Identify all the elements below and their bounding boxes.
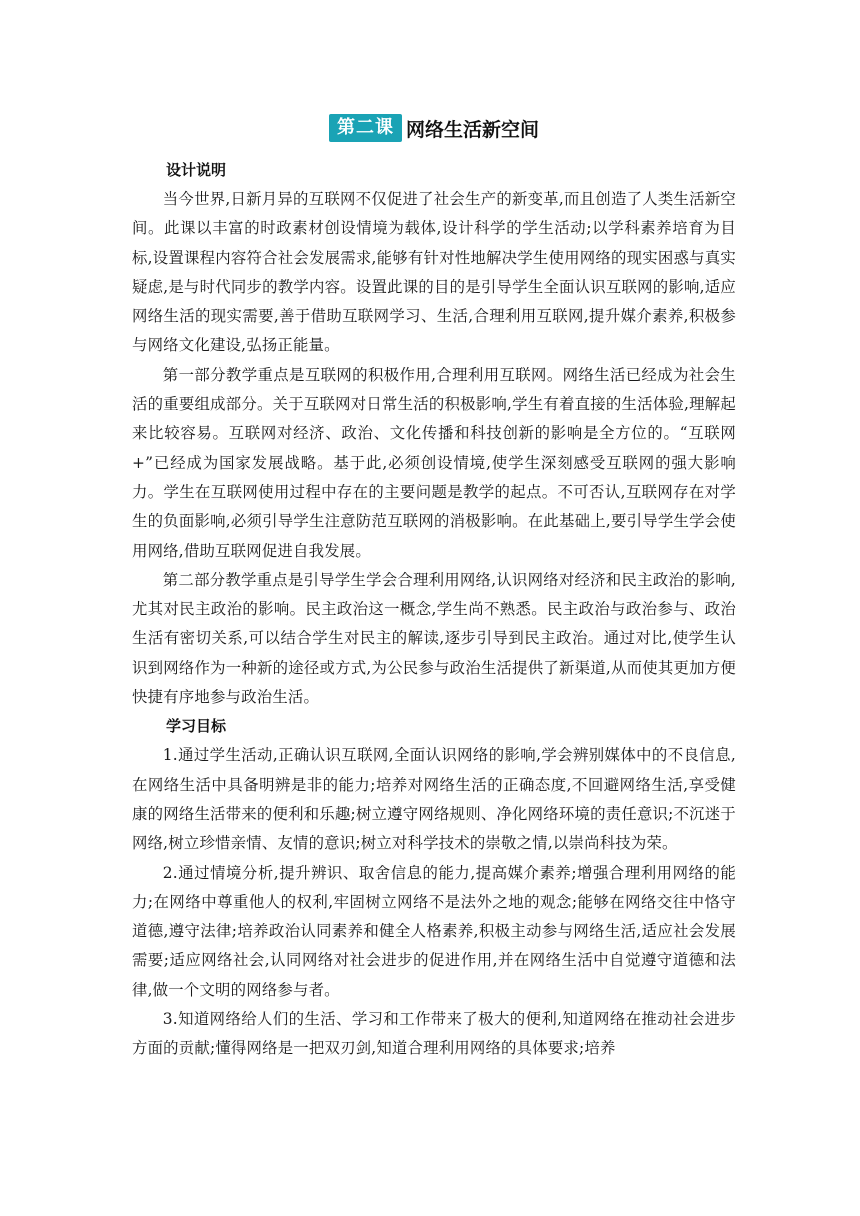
paragraph: 3.知道网络给人们的生活、学习和工作带来了极大的便利,知道网络在推动社会进步方面的贡献;懂得网络是一把双刃剑,知道合理利用网络的具体要求;培养 <box>132 1010 736 1058</box>
section-heading-design: 设计说明 <box>166 161 227 179</box>
lesson-badge: 第二课 <box>329 114 402 142</box>
lesson-title: 网络生活新空间 <box>405 118 539 141</box>
paragraph: 当今世界,日新月异的互联网不仅促进了社会生产的新变革,而且创造了人类生活新空间。此课以丰富的时政素材创设情境为载体,设计科学的学生活动;以学科素养培育为目标,设置课程内容符合社会发展需求,能够有针对性地解决学生使用网络的现实困惑与真实疑虑,是与时代同步的教学内容。设置此课的目的是引导学生全面认识互联网的影响,适应网络生活的现实需要,善于借助互联网学习、生活,合理利用互联网,提升媒介素养,积极参与网络文化建设,弘扬正能量。 <box>132 190 736 355</box>
paragraph: 第一部分教学重点是互联网的积极作用,合理利用互联网。网络生活已经成为社会生活的重要组成部分。关于互联网对日常生活的积极影响,学生有着直接的生活体验,理解起来比较容易。互联网对经济、政治、文化传播和科技创新的影响是全方位的。“互联网+”已经成为国家发展战略。基于此,必须创设情境,使学生深刻感受互联网的强大影响力。学生在互联网使用过程中存在的主要问题是教学的起点。不可否认,互联网存在对学生的负面影响,必须引导学生注意防范互联网的消极影响。在此基础上,要引导学生学会使用网络,借助互联网促进自我发展。 <box>132 365 736 560</box>
lesson-title-row <box>132 112 736 144</box>
paragraph: 1.通过学生活动,正确认识互联网,全面认识网络的影响,学会辨别媒体中的不良信息,在网络生活中具备明辨是非的能力;培养对网络生活的正确态度,不回避网络生活,享受健康的网络生活带来的便利和乐趣;树立遵守网络规则、净化网络环境的责任意识;不沉迷于网络,树立珍惜亲情、友情的意识;树立对科学技术的崇敬之情,以崇尚科技为荣。 <box>132 746 736 853</box>
section-heading-goals: 学习目标 <box>166 717 227 736</box>
paragraph: 2.通过情境分析,提升辨识、取舍信息的能力,提高媒介素养;增强合理利用网络的能力;在网络中尊重他人的权利,牢固树立网络不是法外之地的观念;能够在网络交往中恪守道德,遵守法律;培养政治认同素养和健全人格素养,积极主动参与网络生活,适应社会发展需要;适应网络社会,认同网络对社会进步的促进作用,并在网络生活中自觉遵守道德和法律,做一个文明的网络参与者。 <box>132 863 736 999</box>
paragraph: 第二部分教学重点是引导学生学会合理利用网络,认识网络对经济和民主政治的影响,尤其对民主政治的影响。民主政治这一概念,学生尚不熟悉。民主政治与政治参与、政治生活有密切关系,可以结合学生对民主的解读,逐步引导到民主政治。通过对比,使学生认识到网络作为一种新的途径或方式,为公民参与政治生活提供了新渠道,从而使其更加方便快捷有序地参与政治生活。 <box>132 570 736 707</box>
document-page <box>132 112 736 1064</box>
